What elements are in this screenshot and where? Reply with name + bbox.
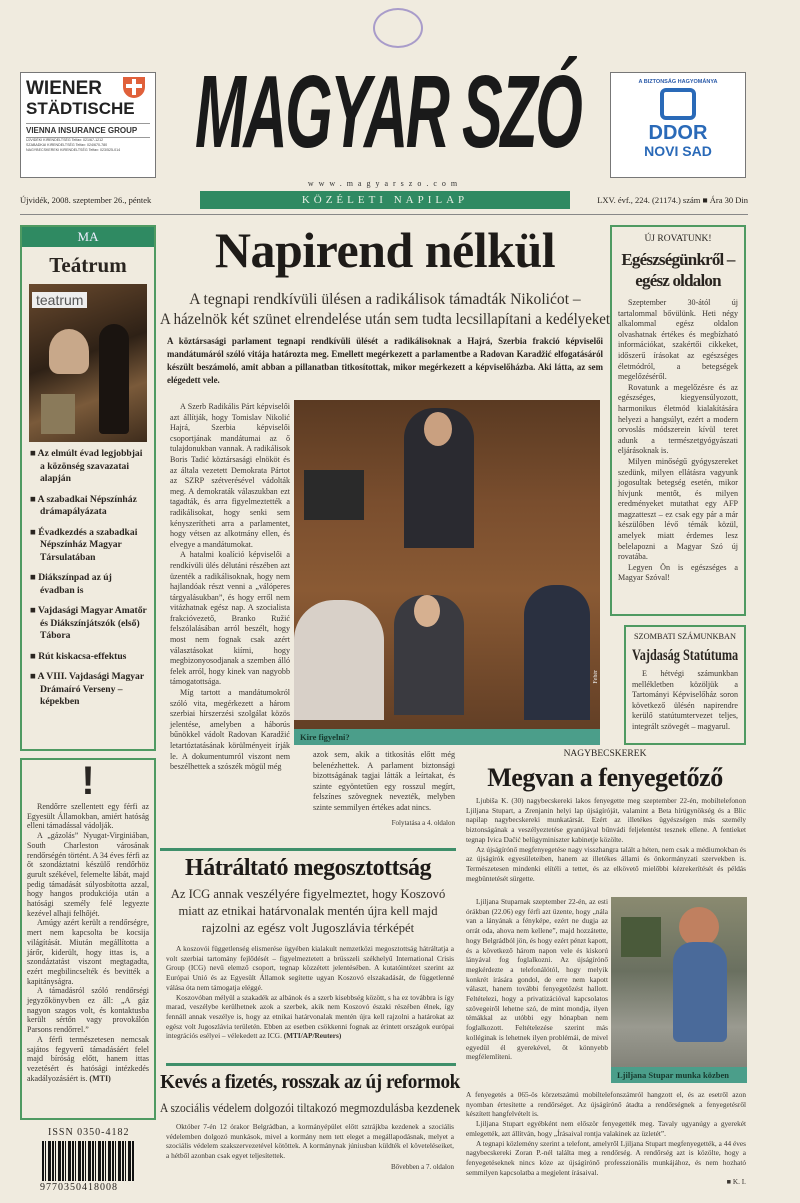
wiener-staedtische-ad	[20, 72, 156, 178]
health-paragraph: Legyen Ön is egészséges a Magyar Szóval!	[618, 562, 738, 583]
threat-paragraph: Az újságírónő megfenyegetése nagy visszhangra talált a héten, nem csak a médiumokban és az újságírók egyesületeiben, hanem az illetékes állami és önkormányzati szervekben is. Természetesen mindenki elítéli a tettet, és az elkövető mielőbbi kézrekerítését és példás megbüntetését sürgette.	[466, 844, 746, 883]
ad-arc-text: A BIZTONSÁG HAGYOMÁNYA	[638, 79, 718, 85]
main-col2	[313, 750, 455, 828]
issue-line: LXV. évf., 224. (21174.) szám ■ Ára 30 Din	[597, 195, 748, 205]
kosovo-source: (MTI/AP/Reuters)	[283, 1031, 342, 1041]
ma-title[interactable]: Teátrum	[49, 253, 127, 277]
ma-item[interactable]: ■ Vajdasági Magyar Amatőr és Diákszínjátszók (első) Tábora	[30, 605, 147, 641]
ma-item[interactable]: ■ Rút kiskacsa-effektus	[30, 650, 127, 662]
main-paragraph: azok sem, akik a titkosítás előtt még belenézhettek. A parlament biztonsági bizottságának tagjai látták a leírtakat, és szinte egyöntetűen egy rosszul megírt, felszínes szövegnek nevezték, melyben szinte semmilyen értékes adat nincs.	[313, 750, 455, 812]
threat-headline[interactable]: Megvan a fenyegetőző	[487, 763, 723, 792]
exclamation-icon: !	[81, 759, 95, 803]
threat-side	[466, 897, 608, 1062]
ddor-emblem-icon	[660, 88, 696, 120]
health-paragraph: Rovatunk a megelőzésre és az egészséges, kiegyensúlyozott, harmonikus életmód kialakítására helyezi a hangsúlyt, ezért a modern orvoslás módszerein kívül teret adunk a természetgyógyászati eljárásoknak is.	[618, 382, 738, 456]
statute-text: E hétvégi számunkban mellékletben közöljük a Tartományi Képviselőház soron következő ülésén napirendre kerülő statútumtervezet teljes, integrált szövegét – magyarul.	[632, 669, 738, 731]
photo-caption: Kire figyelni?	[294, 729, 600, 745]
continued-link[interactable]: Folytatása a 4. oldalon	[391, 818, 455, 827]
pay-paragraph: Október 7-én 12 órakor Belgrádban, a kormányépület előtt sztrájkba kezdenek a szociális védelemben dolgozó munkások, mivel a kormány nem tett eleget a megállapodásnak, melyet a szociális védelem szakszervezetével kötöttek. A kormánynak júniusban küldték el követeléseiket, a hétből azonban csak egyet teljesítettek.	[166, 1122, 454, 1161]
tagline-bar	[200, 191, 570, 209]
kosovo-body	[166, 944, 454, 1041]
date-line: Újvidék, 2008. szeptember 26., péntek	[20, 195, 152, 205]
ma-item[interactable]: ■ A szabadkai Népszínház drámapályázata	[30, 493, 137, 517]
continued-link[interactable]: Bővebben a 7. oldalon	[391, 1162, 454, 1171]
photo-credit: Fehér	[593, 670, 599, 684]
main-subtitle-line: A tegnapi rendkívüli ülésen a radikálisok támadták Nikolićot –	[189, 291, 581, 308]
threat-paragraph: Ljiljana Stuparnak szeptember 22-én, az esti órákban (22.06) egy férfi azt üzente, hogy „nála van a lányának a fényképe, ezért ne dugja az orrát oda, ahova nem kellene”, majd hozzátette, hogy Belgrádból jön, és hogy ezért pénzt kapott, és a következő három napon vele és kiskorú lányával fog foglalkozni. Az újságírónő megkérdezte a telefonálótól, hogy melyik konkrét írására gondol, de erre nem kapott választ, hanem további fenyegetőzést hallott. Feltételezi, hogy a privatizációval kapcsolatos szövegeiről lehetne szó, de mint mondja, ilyen témákkal az utóbbi egy hónapban nem foglalkozott. Feltételezése szerint más kolléginak is lehetnek ilyen problémái, de mivel egyedül él gyerekével, őt könnyebb megfélemlíteni.	[466, 897, 608, 1062]
section-rule	[166, 1063, 456, 1066]
parliament-photo	[294, 400, 600, 745]
notice-paragraph: A „gázolás” Nyugat-Virginiában, South Charleston városának rendőrségén történt. A 34 éves férfi az őt szondáztatni készülő rendőrhöz gurult székével, felemelte lábát, majd pedig támadását súlyosbította azzal, hogy hangos produkciója után a hatósági személy felé legyezte kezével alhaji felhőjét.	[27, 831, 149, 918]
ma-item[interactable]: ■ A VIII. Vajdasági Magyar Drámaíró Verseny – képekben	[30, 671, 144, 707]
threat-top	[466, 796, 746, 883]
library-stamp	[373, 8, 423, 48]
health-paragraph: Szeptember 30-ától új tartalommal bővülünk. Heti négy alkalommal egész oldalon olvashatnak értékes és megbízható információkat, szakértői cikkeket, időszerű írásokat az egészséges életmódról, a betegségek megelőzéséről.	[618, 298, 738, 382]
threat-signature: ■ K. I.	[726, 1177, 746, 1187]
statute-title[interactable]: Vajdaság Statútuma	[632, 647, 739, 664]
main-subtitle	[160, 290, 610, 330]
threat-paragraph: A tegnapi közlemény szerint a telefont, amelyről Ljiljana Stupart megfenyegették, a 44 éves nagybecskereki Zoran P.-nél találta meg a rendőrség. A rendőrség azt is közölte, hogy a fenyegetéseknek nincs köze az újságírónő professzionális munkájához, és nem hozható semmilyen kapcsolatba a megjelent írásaival.	[466, 1138, 746, 1177]
main-headline[interactable]: Napirend nélkül	[214, 222, 556, 278]
ma-box	[20, 225, 156, 751]
ad-office: SZABADKAI KIRENDELTSÉG Telfax: 024/670-780	[26, 143, 108, 147]
photo-logo-text: teatrum	[32, 292, 87, 308]
ma-item[interactable]: ■ Diákszínpad az új évadban is	[30, 572, 112, 596]
health-kicker: ÚJ ROVATUNK!	[644, 234, 712, 244]
threat-paragraph: Ljubiša K. (30) nagybecskereki lakos fenyegette meg szeptember 22-én, mobiltelefonon Ljiljana Stupart, a Zrenjanin helyi lap újságíróját, valamint a Beta hírügynökség és a Blic napilap nagybecskereki munkatársát. Ezért az illetékes ügyészségen más személy biztonságának a veszélyeztetése gyanújával bűnvádi feljelentést tesznek ellene. A fentieket tegnap Ivica Dačić belügyminiszter kabinetje közölte.	[466, 796, 746, 844]
ad-city: NOVI SAD	[644, 143, 712, 159]
statute-kicker: SZOMBATI SZÁMUNKBAN	[633, 632, 737, 641]
notice-source: (MTI)	[89, 1073, 111, 1083]
ddor-ad	[610, 72, 746, 178]
photo-caption: Ljiljana Stupar munka közben	[611, 1067, 747, 1083]
ma-header: MA	[22, 227, 154, 247]
main-subtitle-line: A házelnök két szünet elrendelése után sem tudta lecsillapítani a kedélyeket	[160, 311, 610, 328]
threat-kicker: NAGYBECSKEREK	[563, 749, 647, 759]
section-rule	[160, 848, 456, 851]
notice-paragraph: Rendőrre szellentett egy férfi az Egyesült Államokban, amiért hatóság elleni támadással vádolják.	[27, 802, 149, 831]
health-box	[610, 225, 746, 616]
ad-brand-line1: WIENER	[26, 78, 102, 99]
ma-item[interactable]: ■ Az elmúlt évad legjobbjai a közönség szavazatai alapján	[30, 448, 143, 484]
threat-bottom	[466, 1090, 746, 1187]
pay-subtitle: A szociális védelem dolgozói tiltakozó megmozdulásba kezdenek	[160, 1101, 461, 1115]
main-paragraph: A Szerb Radikális Párt képviselői azt állítják, hogy Tomislav Nikolić Hajrá, Szerbia képviselői csoportjának mandátumai az ő tulajdonukban vannak. A radikálisok Boris Tadić köztársasági elnököt és az általa vezetett Demokrata Pártot az SZRP szétverésével vádolták meg. A demokraták válaszukban ezt tagadták, és arra figyelmeztették a radikálisokat, hogy senki sem kényszerítheti arra a parlamentet, hogy vétsen az alkotmány ellen, és elvegye a mandátumokat.	[170, 402, 290, 549]
kosovo-paragraph: A koszovói függetlenség elismerése ügyében kialakult nemzetközi megosztottság hátráltatja a volt szerbiai tartomány fejlődését – figyelmeztetett a brüsszeli székhelyű International Crisis Group (ICG) nevű elemző csoport, tegnap közzétett jelentésében. A kutatóintézet szerint az Európai Unió és az Egyesült Államok segítette ugyan Koszovó elszakadását, de függetlenné válása óta nem támogatja eléggé.	[166, 944, 454, 992]
pay-headline[interactable]: Kevés a fizetés, rosszak az új reformok	[160, 1071, 460, 1093]
ad-office: NAGYBECSKEREKI KIRENDELTSÉG Telfax: 023/525-014	[26, 148, 121, 152]
main-col1	[170, 402, 290, 773]
issn: ISSN 0350-4182	[48, 1127, 130, 1138]
main-paragraph: A hatalmi koalíció képviselői a rendkívüli ülés délutáni részében azt üzenték a radikálisoknak, hogy nem hajlandóak részt venni a „válóperes tárgyalásukban”, és hogy erről nem vitázhatnak egész nap. A szocialista frakcióvezető, Branko Ružić felszólalásában arról beszélt, hogy most nem fognak csak azért választásokat kiírni, hogy megbizonyosodjanak a szemben álló felek arról, hogy kinek van nagyobb támogatottsága.	[170, 550, 290, 687]
main-lead: A köztársasági parlament tegnapi rendkívüli ülését a radikálisoknak a Hajrá, Szerbia frakció képviselői mandátumáról szóló vitája határozta meg. Emellett megérkezett a parlamentbe a Radovan Karadžić elfogatásáról készült beszámoló, amit abban a pillanatban titkosítottak, mikor megérkezett a képviselőházba. Aki látta, az sem elégedett vele.	[167, 336, 603, 385]
ad-brand: DDOR	[648, 122, 708, 144]
stupar-photo	[611, 897, 747, 1083]
masthead-title: MAGYAR SZÓ	[195, 55, 581, 170]
pay-body	[166, 1122, 454, 1173]
tagline: KÖZÉLETI NAPILAP	[301, 194, 469, 206]
theatre-photo	[29, 284, 147, 442]
notice-paragraph: A támadásról szóló rendőrségi jegyzőkönyvben ez áll: „A gáz nagyon szagos volt, és kontaktusba került sértőn vagy provokálón Parsons rendőrrel.”	[27, 986, 149, 1035]
notice-paragraph: A férfi természetesen nemcsak sajátos fegyverű támadásáért felel majd bíróság előtt, hanem ittas vezetésért és hatósági intézkedés akadályozásáért is.	[27, 1034, 149, 1083]
kosovo-paragraph: Koszovóban mélyül a szakadék az albánok és a szerb kisebbség között, s ha ez továbbra is így marad, veszélybe kerülhetnek azok a szerbek, akik nem Koszovó északi részében élnek, így fennáll annak veszélye is, hogy az etnikai határvonalak mentén újra kell rajzolni a határokat az egész volt Jugoszlávia területén. Ebben az esetben csökkenni fognak az érintett országok európai integrációs esélyei – vélekedett az ICG.	[166, 992, 454, 1041]
main-paragraph: Míg tartott a mandátumokról szóló vita, megérkezett a három szerbiai hírszerzési szolgálat közös jelentése, amelyben a háborús bűnökkel vádolt Radovan Karadžić letartóztatásának körülményeit írják le. A dokumentumról viszont nem beszélhettek a szószék mögül még	[170, 688, 290, 772]
barcode	[42, 1141, 134, 1181]
header-rule	[20, 214, 748, 215]
ad-brand-line2: STÄDTISCHE	[26, 99, 135, 118]
kosovo-headline[interactable]: Hátráltató megosztottság	[185, 855, 431, 881]
threat-paragraph: Ljiljana Stupart egyébként nem először fenyegették meg. Tavaly ugyanúgy a gyerekét emlegették, azt állítván, hogy „Írásaival rontja valakinek az üzletét”.	[466, 1119, 746, 1138]
statute-box	[624, 625, 746, 745]
notice-box	[20, 758, 156, 1120]
barcode-number: 9770350418008	[40, 1182, 118, 1193]
ma-item[interactable]: ■ Évadkezdés a szabadkai Népszínház Magyar Társulatában	[30, 526, 138, 563]
kosovo-subtitle: Az ICG annak veszélyére figyelmeztet, hogy Koszovó miatt az etnikai határvonalak mentén újra kell majd rajzolni az egész volt Jugoszlávia térképét	[170, 887, 446, 935]
wiener-logo-icon	[123, 77, 145, 98]
threat-paragraph: A fenyegetés a 065-ös körzetszámú mobiltelefonszámról hangzott el, és az esetről azon nyomban értesítette a rendőrséget. Az újságírónő átadta a rendőrségnek a fenyegetésről készített hangfelvételt is.	[466, 1090, 746, 1119]
health-paragraph: Milyen minőségű gyógyszereket szedünk, milyen ellátásra vagyunk jogosultak betegség esetén, mikor hívjunk mentőt, és milyen eredményeket mutathat egy AFP magzatteszt – ez csak egy pár a már készülőben lévő témák közül, amelyek miatt érdemes lesz belelapozni a Magyar Szó új rovatába.	[618, 456, 738, 562]
health-title[interactable]: Egészségünkről – egész oldalon	[621, 250, 735, 290]
notice-paragraph: Amúgy azért került a rendőrségre, mert nem kapcsolta be kocsija világítását. Miután megállította a járőr, kiderült, hogy ittas is, a szondáztatást viszont megtagadta, ezért megbilincselték és bevitték a kapitányságra.	[27, 918, 149, 986]
ad-group: VIENNA INSURANCE GROUP	[26, 123, 150, 135]
website[interactable]: www.magyarszo.com	[307, 179, 463, 188]
ad-office: ÚJVIDÉKI KIRENDELTSÉG Telfax: 021/67-1212	[26, 138, 104, 142]
